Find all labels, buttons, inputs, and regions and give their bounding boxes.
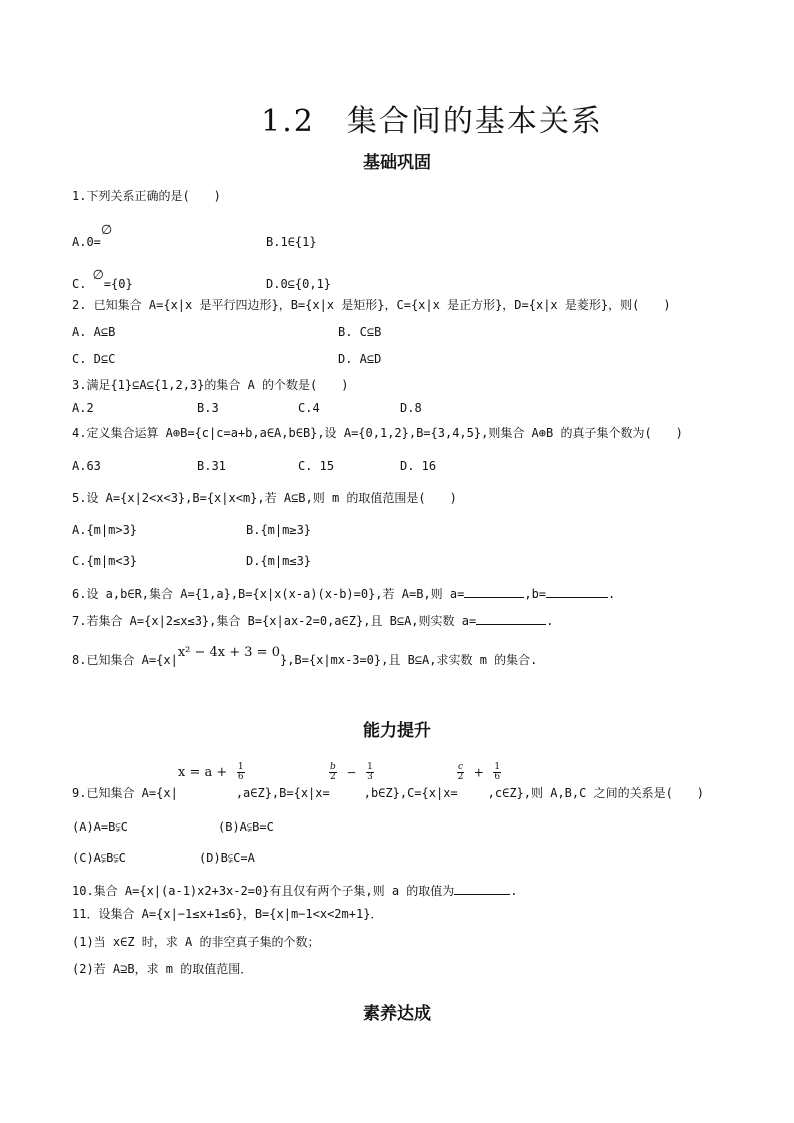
question-3-stem: 3.满足{1}⊆A⊆{1,2,3}的集合 A 的个数是( ) [72,378,349,392]
question-1-option-c [72,268,133,292]
section-heading-basic: 基础巩固 [363,153,431,173]
option-a-label: A.0= [72,235,101,249]
question-9-stem [72,786,704,800]
question-4-stem: 4.定义集合运算 A⊕B={c|c=a+b,a∈A,b∈B},设 A={0,1,2},B={3,4,5},则集合 A⊕B 的真子集个数为( ) [72,426,683,440]
question-11-part-2: (2)若 A⊇B，求 m 的取值范围． [72,962,253,976]
question-11-stem: 11．设集合 A={x|−1≤x+1≤6}，B={x|m−1<x<2m+1}． [72,907,383,921]
question-7-end: . [546,614,554,628]
question-1-option-d: D.0⊆{0,1} [266,277,332,291]
option-c-rest: ={0} [103,277,133,291]
option-c-label: C. [72,277,87,291]
question-5-option-d: D.{m|m≤3} [246,554,312,568]
question-9-option-d: (D)B⫋C=A [199,851,255,865]
fraction-denominator: 2 [330,772,336,782]
question-1-option-b: B.1∈{1} [266,235,317,249]
fraction-denominator: 6 [494,772,501,782]
fraction [237,763,245,782]
fraction-numerator: 1 [367,762,373,772]
question-6-mid: ,b= [524,587,547,601]
fraction-numerator: 1 [494,762,501,772]
question-7-text: 7.若集合 A={x|2≤x≤3},集合 B={x|ax-2=0,a∈Z},且 B⊆A,则实数 a= [72,614,477,628]
fraction [493,763,501,782]
plus-sign: + [473,765,484,780]
question-10-end: . [510,884,518,898]
fraction-numerator: b [330,762,336,772]
question-9-option-c: (C)A⫋B⫋C [72,851,126,865]
question-11-part-1: (1)当 x∈Z 时，求 A 的非空真子集的个数； [72,935,320,949]
question-2-option-a: A. A⊆B [72,325,116,339]
quadratic-equation: x² − 4x + 3 = 0 [177,645,280,660]
question-3-option-c: C.4 [298,401,320,415]
question-1-option-a [72,223,113,250]
question-9-option-b: (B)A⫋B=C [218,820,274,834]
page-title: 1.2 集合间的基本关系 [261,104,603,139]
question-4-option-a: A.63 [72,459,101,473]
fraction [457,763,464,782]
emptyset-symbol: ∅ [92,268,104,283]
fraction-denominator: 2 [457,772,464,782]
question-6 [72,586,615,601]
formula-lead: x = a + [178,765,228,780]
question-4-option-b: B.31 [197,459,226,473]
question-10 [72,883,518,898]
question-5-option-c: C.{m|m<3} [72,554,138,568]
question-9-part3: ,c∈Z},则 A,B,C 之间的关系是( ) [487,786,705,800]
question-2-stem: 2. 已知集合 A={x|x 是平行四边形}，B={x|x 是矩形}，C={x|x 是正方形}，D={x|x 是菱形}，则( ) [72,298,671,312]
question-2-option-c: C. D⊆C [72,352,116,366]
question-4-option-c: C. 15 [298,459,335,473]
fraction-denominator: 6 [237,772,244,782]
set-a-formula [178,762,245,782]
answer-blank-b[interactable] [546,586,608,598]
question-9-pre: 9.已知集合 A={x| [72,786,178,800]
set-c-formula [457,762,501,782]
question-8 [72,645,538,668]
answer-blank[interactable] [476,613,546,625]
question-3-option-d: D.8 [400,401,422,415]
question-2-option-b: B. C⊆B [338,325,382,339]
question-5-option-a: A.{m|m>3} [72,523,138,537]
question-3-option-a: A.2 [72,401,94,415]
section-heading-improve: 能力提升 [363,721,431,741]
fraction [329,763,337,782]
question-5-option-b: B.{m|m≥3} [246,523,312,537]
fraction [366,763,374,782]
question-9-part1: ,a∈Z},B={x|x= [235,786,330,800]
question-1-stem: 1.下列关系正确的是( ) [72,189,221,203]
question-3-option-b: B.3 [197,401,219,415]
fraction-numerator: 1 [237,762,244,772]
minus-sign: − [346,765,357,780]
question-7 [72,613,553,628]
question-5-stem: 5.设 A={x|2<x<3},B={x|x<m},若 A⊆B,则 m 的取值范围是( ) [72,491,457,505]
question-9-part2: ,b∈Z},C={x|x= [363,786,458,800]
set-b-formula [329,762,374,782]
answer-blank[interactable] [454,883,510,895]
question-2-option-d: D. A⊆D [338,352,382,366]
question-8-post: },B={x|mx-3=0},且 B⊆A,求实数 m 的集合. [279,653,538,667]
answer-blank-a[interactable] [464,586,524,598]
question-8-pre: 8.已知集合 A={x| [72,653,178,667]
question-9-option-a: (A)A=B⫋C [72,820,128,834]
fraction-denominator: 3 [367,772,373,782]
emptyset-symbol: ∅ [100,223,113,238]
question-6-text: 6.设 a,b∈R,集合 A={1,a},B={x|x(x-a)(x-b)=0},若 A=B,则 a= [72,587,465,601]
question-10-text: 10.集合 A={x|(a-1)x2+3x-2=0}有且仅有两个子集,则 a 的取值为 [72,884,455,898]
section-heading-literacy: 素养达成 [363,1004,431,1024]
question-4-option-d: D. 16 [400,459,437,473]
fraction-numerator: c [458,762,464,772]
question-6-end: . [608,587,616,601]
